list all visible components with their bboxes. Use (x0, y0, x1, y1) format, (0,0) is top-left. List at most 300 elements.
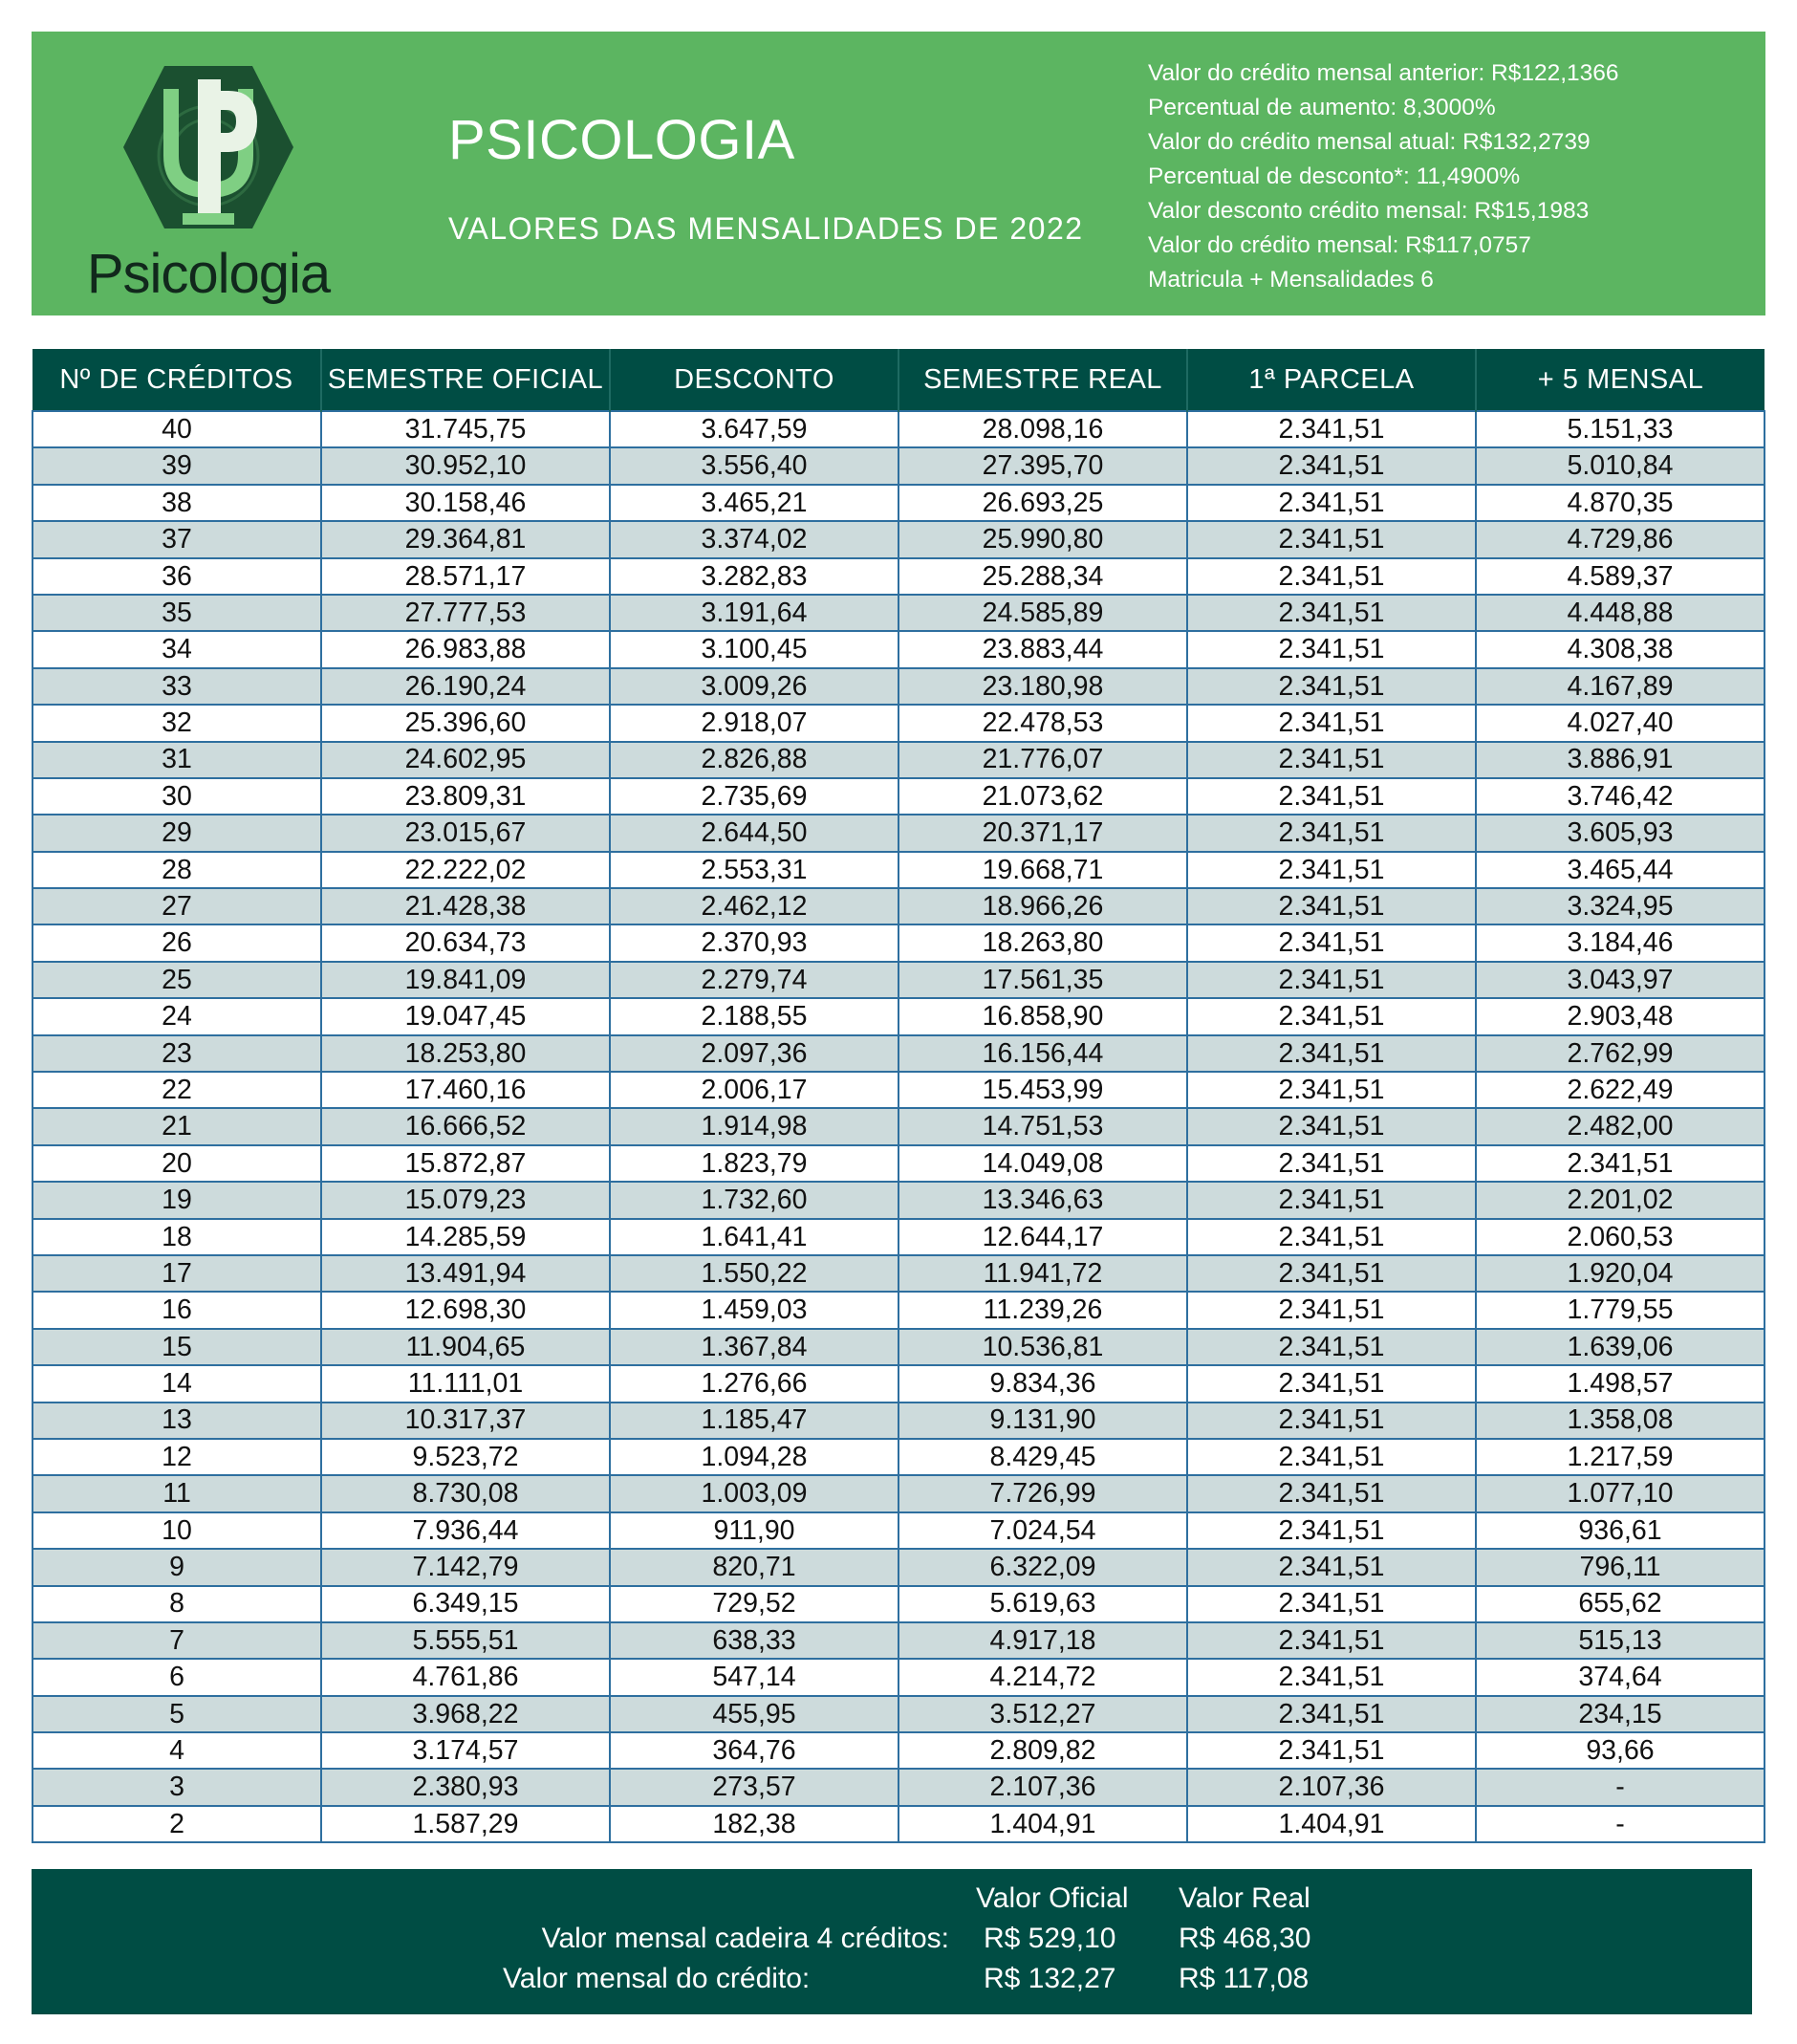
cell-discount: 1.732,60 (610, 1182, 898, 1218)
cell-first-installment: 2.341,51 (1187, 668, 1476, 705)
cell-real-semester: 25.990,80 (898, 521, 1187, 557)
cell-real-semester: 12.644,17 (898, 1219, 1187, 1255)
cell-discount: 2.918,07 (610, 705, 898, 741)
cell-real-semester: 2.809,82 (898, 1732, 1187, 1769)
cell-five-monthly: 5.010,84 (1476, 447, 1765, 484)
table-row (32, 1035, 1765, 1072)
table-row (32, 631, 1765, 667)
cell-credits: 24 (32, 998, 321, 1034)
cell-five-monthly: 4.167,89 (1476, 668, 1765, 705)
cell-first-installment: 2.341,51 (1187, 852, 1476, 888)
cell-real-semester: 4.917,18 (898, 1622, 1187, 1659)
cell-discount: 638,33 (610, 1622, 898, 1659)
cell-five-monthly: - (1476, 1806, 1765, 1842)
footer-value-4-credits-real: R$ 468,30 (1179, 1923, 1311, 1954)
cell-credits: 39 (32, 447, 321, 484)
cell-real-semester: 26.693,25 (898, 485, 1187, 521)
footer-column-official: Valor Oficial (976, 1882, 1129, 1914)
footer-summary (32, 1869, 1752, 2014)
cell-first-installment: 2.341,51 (1187, 485, 1476, 521)
cell-credits: 28 (32, 852, 321, 888)
cell-credits: 31 (32, 742, 321, 778)
cell-official-semester: 25.396,60 (321, 705, 610, 741)
footer-value-credit-official: R$ 132,27 (984, 1963, 1116, 1994)
table-row (32, 1512, 1765, 1549)
cell-first-installment: 2.341,51 (1187, 1586, 1476, 1622)
table-row (32, 1329, 1765, 1365)
column-header-five-monthly: + 5 MENSAL (1476, 349, 1765, 411)
cell-real-semester: 15.453,99 (898, 1072, 1187, 1108)
cell-five-monthly: 1.358,08 (1476, 1403, 1765, 1439)
cell-first-installment: 2.341,51 (1187, 558, 1476, 595)
cell-first-installment: 2.341,51 (1187, 962, 1476, 998)
cell-credits: 22 (32, 1072, 321, 1108)
cell-real-semester: 16.156,44 (898, 1035, 1187, 1072)
cell-first-installment: 2.341,51 (1187, 1072, 1476, 1108)
column-header-first-installment: 1ª PARCELA (1187, 349, 1476, 411)
cell-five-monthly: 4.729,86 (1476, 521, 1765, 557)
cell-first-installment: 2.341,51 (1187, 1549, 1476, 1585)
cell-first-installment: 2.341,51 (1187, 998, 1476, 1034)
cell-five-monthly: 93,66 (1476, 1732, 1765, 1769)
cell-discount: 3.100,45 (610, 631, 898, 667)
cell-official-semester: 19.841,09 (321, 962, 610, 998)
cell-first-installment: 2.341,51 (1187, 1512, 1476, 1549)
cell-five-monthly: 2.482,00 (1476, 1108, 1765, 1144)
cell-real-semester: 16.858,90 (898, 998, 1187, 1034)
cell-real-semester: 21.776,07 (898, 742, 1187, 778)
cell-five-monthly: 2.341,51 (1476, 1145, 1765, 1182)
cell-first-installment: 2.341,51 (1187, 1035, 1476, 1072)
table-row (32, 742, 1765, 778)
cell-official-semester: 30.952,10 (321, 447, 610, 484)
cell-five-monthly: 2.622,49 (1476, 1072, 1765, 1108)
cell-official-semester: 7.142,79 (321, 1549, 610, 1585)
cell-credits: 37 (32, 521, 321, 557)
cell-five-monthly: 3.184,46 (1476, 924, 1765, 961)
footer-label-4-credits: Valor mensal cadeira 4 créditos: (541, 1923, 949, 1954)
cell-five-monthly: 515,13 (1476, 1622, 1765, 1659)
page-subtitle: VALORES DAS MENSALIDADES DE 2022 (448, 211, 1084, 246)
cell-official-semester: 17.460,16 (321, 1072, 610, 1108)
cell-official-semester: 20.634,73 (321, 924, 610, 961)
cell-discount: 2.735,69 (610, 778, 898, 815)
cell-first-installment: 2.107,36 (1187, 1769, 1476, 1805)
cell-credits: 7 (32, 1622, 321, 1659)
cell-official-semester: 5.555,51 (321, 1622, 610, 1659)
cell-five-monthly: 2.201,02 (1476, 1182, 1765, 1218)
cell-five-monthly: - (1476, 1769, 1765, 1805)
table-row (32, 1806, 1765, 1842)
cell-credits: 8 (32, 1586, 321, 1622)
cell-five-monthly: 936,61 (1476, 1512, 1765, 1549)
table-row (32, 558, 1765, 595)
cell-real-semester: 18.263,80 (898, 924, 1187, 961)
cell-credits: 14 (32, 1365, 321, 1402)
cell-first-installment: 2.341,51 (1187, 1292, 1476, 1328)
cell-credits: 25 (32, 962, 321, 998)
cell-first-installment: 2.341,51 (1187, 447, 1476, 484)
table-row (32, 1659, 1765, 1695)
table-row (32, 705, 1765, 741)
cell-discount: 1.823,79 (610, 1145, 898, 1182)
footer-value-4-credits-official: R$ 529,10 (984, 1923, 1116, 1954)
cell-five-monthly: 1.639,06 (1476, 1329, 1765, 1365)
cell-five-monthly: 655,62 (1476, 1586, 1765, 1622)
cell-discount: 3.282,83 (610, 558, 898, 595)
cell-first-installment: 2.341,51 (1187, 1219, 1476, 1255)
cell-official-semester: 23.015,67 (321, 815, 610, 851)
cell-discount: 820,71 (610, 1549, 898, 1585)
cell-discount: 182,38 (610, 1806, 898, 1842)
cell-real-semester: 8.429,45 (898, 1439, 1187, 1475)
psicologia-logo (79, 60, 337, 305)
cell-official-semester: 9.523,72 (321, 1439, 610, 1475)
cell-real-semester: 6.322,09 (898, 1549, 1187, 1585)
table-row (32, 852, 1765, 888)
cell-first-installment: 2.341,51 (1187, 1145, 1476, 1182)
cell-first-installment: 2.341,51 (1187, 888, 1476, 924)
cell-official-semester: 19.047,45 (321, 998, 610, 1034)
cell-discount: 2.097,36 (610, 1035, 898, 1072)
cell-discount: 364,76 (610, 1732, 898, 1769)
table-row (32, 595, 1765, 631)
table-row (32, 1255, 1765, 1292)
info-line: Valor do crédito mensal anterior: R$122,1366 (1148, 60, 1619, 86)
cell-five-monthly: 4.448,88 (1476, 595, 1765, 631)
cell-official-semester: 22.222,02 (321, 852, 610, 888)
cell-official-semester: 31.745,75 (321, 411, 610, 447)
cell-first-installment: 2.341,51 (1187, 1475, 1476, 1511)
cell-real-semester: 2.107,36 (898, 1769, 1187, 1805)
cell-first-installment: 2.341,51 (1187, 595, 1476, 631)
cell-real-semester: 9.131,90 (898, 1403, 1187, 1439)
cell-five-monthly: 3.465,44 (1476, 852, 1765, 888)
table-row (32, 1403, 1765, 1439)
cell-first-installment: 2.341,51 (1187, 1108, 1476, 1144)
cell-credits: 29 (32, 815, 321, 851)
table-row (32, 1108, 1765, 1144)
table-row (32, 1439, 1765, 1475)
cell-real-semester: 11.941,72 (898, 1255, 1187, 1292)
cell-credits: 18 (32, 1219, 321, 1255)
cell-discount: 3.647,59 (610, 411, 898, 447)
cell-five-monthly: 3.043,97 (1476, 962, 1765, 998)
cell-official-semester: 23.809,31 (321, 778, 610, 815)
cell-credits: 4 (32, 1732, 321, 1769)
cell-five-monthly: 2.060,53 (1476, 1219, 1765, 1255)
cell-discount: 2.279,74 (610, 962, 898, 998)
cell-credits: 3 (32, 1769, 321, 1805)
cell-real-semester: 28.098,16 (898, 411, 1187, 447)
cell-real-semester: 22.478,53 (898, 705, 1187, 741)
cell-real-semester: 10.536,81 (898, 1329, 1187, 1365)
cell-first-installment: 2.341,51 (1187, 631, 1476, 667)
cell-official-semester: 15.079,23 (321, 1182, 610, 1218)
cell-official-semester: 29.364,81 (321, 521, 610, 557)
info-line: Valor desconto crédito mensal: R$15,1983 (1148, 198, 1590, 224)
cell-official-semester: 18.253,80 (321, 1035, 610, 1072)
cell-official-semester: 3.968,22 (321, 1696, 610, 1732)
cell-first-installment: 2.341,51 (1187, 1659, 1476, 1695)
cell-real-semester: 14.049,08 (898, 1145, 1187, 1182)
cell-official-semester: 15.872,87 (321, 1145, 610, 1182)
cell-credits: 16 (32, 1292, 321, 1328)
cell-five-monthly: 234,15 (1476, 1696, 1765, 1732)
cell-credits: 5 (32, 1696, 321, 1732)
footer-label-credit: Valor mensal do crédito: (503, 1963, 811, 1994)
table-row (32, 1475, 1765, 1511)
cell-first-installment: 2.341,51 (1187, 815, 1476, 851)
cell-real-semester: 23.883,44 (898, 631, 1187, 667)
cell-official-semester: 7.936,44 (321, 1512, 610, 1549)
cell-five-monthly: 2.903,48 (1476, 998, 1765, 1034)
cell-credits: 27 (32, 888, 321, 924)
cell-credits: 26 (32, 924, 321, 961)
cell-credits: 35 (32, 595, 321, 631)
cell-credits: 12 (32, 1439, 321, 1475)
table-row (32, 1622, 1765, 1659)
cell-first-installment: 2.341,51 (1187, 742, 1476, 778)
info-line: Percentual de aumento: 8,3000% (1148, 95, 1496, 120)
table-header-row (32, 349, 1765, 411)
cell-first-installment: 2.341,51 (1187, 1732, 1476, 1769)
cell-discount: 3.009,26 (610, 668, 898, 705)
cell-discount: 1.367,84 (610, 1329, 898, 1365)
cell-credits: 40 (32, 411, 321, 447)
cell-first-installment: 2.341,51 (1187, 705, 1476, 741)
credit-info-list (1148, 56, 1619, 297)
cell-credits: 13 (32, 1403, 321, 1439)
fees-table (32, 349, 1765, 1843)
cell-official-semester: 26.190,24 (321, 668, 610, 705)
cell-official-semester: 11.904,65 (321, 1329, 610, 1365)
cell-five-monthly: 2.762,99 (1476, 1035, 1765, 1072)
cell-real-semester: 9.834,36 (898, 1365, 1187, 1402)
cell-credits: 36 (32, 558, 321, 595)
cell-official-semester: 28.571,17 (321, 558, 610, 595)
cell-five-monthly: 1.498,57 (1476, 1365, 1765, 1402)
cell-discount: 2.006,17 (610, 1072, 898, 1108)
cell-official-semester: 30.158,46 (321, 485, 610, 521)
cell-discount: 729,52 (610, 1586, 898, 1622)
cell-first-installment: 2.341,51 (1187, 1182, 1476, 1218)
cell-credits: 38 (32, 485, 321, 521)
cell-credits: 9 (32, 1549, 321, 1585)
cell-discount: 1.185,47 (610, 1403, 898, 1439)
footer-value-credit-real: R$ 117,08 (1179, 1963, 1310, 1994)
cell-real-semester: 13.346,63 (898, 1182, 1187, 1218)
cell-real-semester: 23.180,98 (898, 668, 1187, 705)
info-line: Percentual de desconto*: 11,4900% (1148, 163, 1521, 189)
cell-discount: 455,95 (610, 1696, 898, 1732)
table-row (32, 668, 1765, 705)
cell-discount: 547,14 (610, 1659, 898, 1695)
cell-official-semester: 8.730,08 (321, 1475, 610, 1511)
cell-discount: 1.094,28 (610, 1439, 898, 1475)
cell-first-installment: 2.341,51 (1187, 924, 1476, 961)
cell-credits: 20 (32, 1145, 321, 1182)
cell-discount: 1.914,98 (610, 1108, 898, 1144)
cell-first-installment: 2.341,51 (1187, 1403, 1476, 1439)
cell-discount: 3.465,21 (610, 485, 898, 521)
cell-discount: 2.462,12 (610, 888, 898, 924)
cell-official-semester: 21.428,38 (321, 888, 610, 924)
cell-real-semester: 20.371,17 (898, 815, 1187, 851)
cell-official-semester: 4.761,86 (321, 1659, 610, 1695)
cell-official-semester: 16.666,52 (321, 1108, 610, 1144)
table-row (32, 815, 1765, 851)
cell-discount: 1.550,22 (610, 1255, 898, 1292)
table-row (32, 1769, 1765, 1805)
cell-real-semester: 5.619,63 (898, 1586, 1187, 1622)
fees-table-container (32, 349, 1765, 1843)
cell-five-monthly: 4.870,35 (1476, 485, 1765, 521)
cell-official-semester: 10.317,37 (321, 1403, 610, 1439)
cell-real-semester: 21.073,62 (898, 778, 1187, 815)
cell-official-semester: 1.587,29 (321, 1806, 610, 1842)
cell-real-semester: 1.404,91 (898, 1806, 1187, 1842)
cell-credits: 30 (32, 778, 321, 815)
page-title: PSICOLOGIA (448, 109, 795, 171)
cell-official-semester: 11.111,01 (321, 1365, 610, 1402)
cell-five-monthly: 3.324,95 (1476, 888, 1765, 924)
table-row (32, 1696, 1765, 1732)
cell-discount: 1.003,09 (610, 1475, 898, 1511)
footer-column-real: Valor Real (1179, 1882, 1310, 1914)
cell-discount: 2.370,93 (610, 924, 898, 961)
table-row (32, 962, 1765, 998)
table-row (32, 521, 1765, 557)
cell-real-semester: 14.751,53 (898, 1108, 1187, 1144)
table-row (32, 1145, 1765, 1182)
cell-real-semester: 27.395,70 (898, 447, 1187, 484)
cell-official-semester: 12.698,30 (321, 1292, 610, 1328)
cell-credits: 33 (32, 668, 321, 705)
cell-official-semester: 3.174,57 (321, 1732, 610, 1769)
cell-official-semester: 2.380,93 (321, 1769, 610, 1805)
cell-first-installment: 2.341,51 (1187, 1365, 1476, 1402)
info-line: Valor do crédito mensal: R$117,0757 (1148, 232, 1531, 258)
cell-credits: 19 (32, 1182, 321, 1218)
cell-real-semester: 7.024,54 (898, 1512, 1187, 1549)
cell-real-semester: 18.966,26 (898, 888, 1187, 924)
cell-five-monthly: 1.217,59 (1476, 1439, 1765, 1475)
cell-official-semester: 13.491,94 (321, 1255, 610, 1292)
cell-five-monthly: 3.886,91 (1476, 742, 1765, 778)
cell-credits: 34 (32, 631, 321, 667)
column-header-official-semester: SEMESTRE OFICIAL (321, 349, 610, 411)
cell-official-semester: 24.602,95 (321, 742, 610, 778)
logo-wordmark: Psicologia (86, 243, 331, 305)
cell-five-monthly: 3.746,42 (1476, 778, 1765, 815)
cell-five-monthly: 5.151,33 (1476, 411, 1765, 447)
table-row (32, 1549, 1765, 1585)
cell-first-installment: 1.404,91 (1187, 1806, 1476, 1842)
column-header-credits: Nº DE CRÉDITOS (32, 349, 321, 411)
cell-five-monthly: 1.920,04 (1476, 1255, 1765, 1292)
cell-official-semester: 26.983,88 (321, 631, 610, 667)
cell-real-semester: 19.668,71 (898, 852, 1187, 888)
psi-hexagon-icon (121, 60, 295, 234)
cell-credits: 21 (32, 1108, 321, 1144)
cell-credits: 15 (32, 1329, 321, 1365)
cell-official-semester: 6.349,15 (321, 1586, 610, 1622)
cell-official-semester: 27.777,53 (321, 595, 610, 631)
cell-credits: 10 (32, 1512, 321, 1549)
column-header-discount: DESCONTO (610, 349, 898, 411)
cell-five-monthly: 1.779,55 (1476, 1292, 1765, 1328)
table-row (32, 1182, 1765, 1218)
cell-discount: 2.553,31 (610, 852, 898, 888)
cell-first-installment: 2.341,51 (1187, 1439, 1476, 1475)
info-line: Valor do crédito mensal atual: R$132,2739 (1148, 129, 1591, 155)
cell-discount: 1.641,41 (610, 1219, 898, 1255)
cell-five-monthly: 3.605,93 (1476, 815, 1765, 851)
cell-discount: 2.188,55 (610, 998, 898, 1034)
table-row (32, 1732, 1765, 1769)
cell-discount: 1.459,03 (610, 1292, 898, 1328)
table-row (32, 778, 1765, 815)
cell-five-monthly: 4.027,40 (1476, 705, 1765, 741)
table-row (32, 924, 1765, 961)
info-line: Matricula + Mensalidades 6 (1148, 267, 1434, 293)
table-body (32, 411, 1765, 1842)
table-row (32, 1586, 1765, 1622)
cell-real-semester: 7.726,99 (898, 1475, 1187, 1511)
cell-real-semester: 25.288,34 (898, 558, 1187, 595)
cell-real-semester: 4.214,72 (898, 1659, 1187, 1695)
header-banner (32, 32, 1765, 315)
cell-first-installment: 2.341,51 (1187, 521, 1476, 557)
cell-credits: 11 (32, 1475, 321, 1511)
cell-credits: 2 (32, 1806, 321, 1842)
column-header-real-semester: SEMESTRE REAL (898, 349, 1187, 411)
cell-discount: 3.374,02 (610, 521, 898, 557)
table-row (32, 1365, 1765, 1402)
cell-discount: 3.191,64 (610, 595, 898, 631)
cell-five-monthly: 796,11 (1476, 1549, 1765, 1585)
cell-five-monthly: 4.308,38 (1476, 631, 1765, 667)
table-row (32, 1292, 1765, 1328)
table-row (32, 411, 1765, 447)
cell-five-monthly: 4.589,37 (1476, 558, 1765, 595)
table-row (32, 1072, 1765, 1108)
cell-real-semester: 3.512,27 (898, 1696, 1187, 1732)
table-row (32, 447, 1765, 484)
cell-discount: 273,57 (610, 1769, 898, 1805)
cell-five-monthly: 1.077,10 (1476, 1475, 1765, 1511)
cell-credits: 6 (32, 1659, 321, 1695)
cell-first-installment: 2.341,51 (1187, 778, 1476, 815)
cell-credits: 32 (32, 705, 321, 741)
cell-discount: 911,90 (610, 1512, 898, 1549)
cell-credits: 17 (32, 1255, 321, 1292)
table-row (32, 888, 1765, 924)
cell-discount: 1.276,66 (610, 1365, 898, 1402)
cell-first-installment: 2.341,51 (1187, 1255, 1476, 1292)
cell-discount: 3.556,40 (610, 447, 898, 484)
cell-first-installment: 2.341,51 (1187, 411, 1476, 447)
table-row (32, 485, 1765, 521)
cell-real-semester: 17.561,35 (898, 962, 1187, 998)
cell-real-semester: 11.239,26 (898, 1292, 1187, 1328)
cell-first-installment: 2.341,51 (1187, 1329, 1476, 1365)
cell-credits: 23 (32, 1035, 321, 1072)
cell-official-semester: 14.285,59 (321, 1219, 610, 1255)
cell-five-monthly: 374,64 (1476, 1659, 1765, 1695)
table-row (32, 998, 1765, 1034)
